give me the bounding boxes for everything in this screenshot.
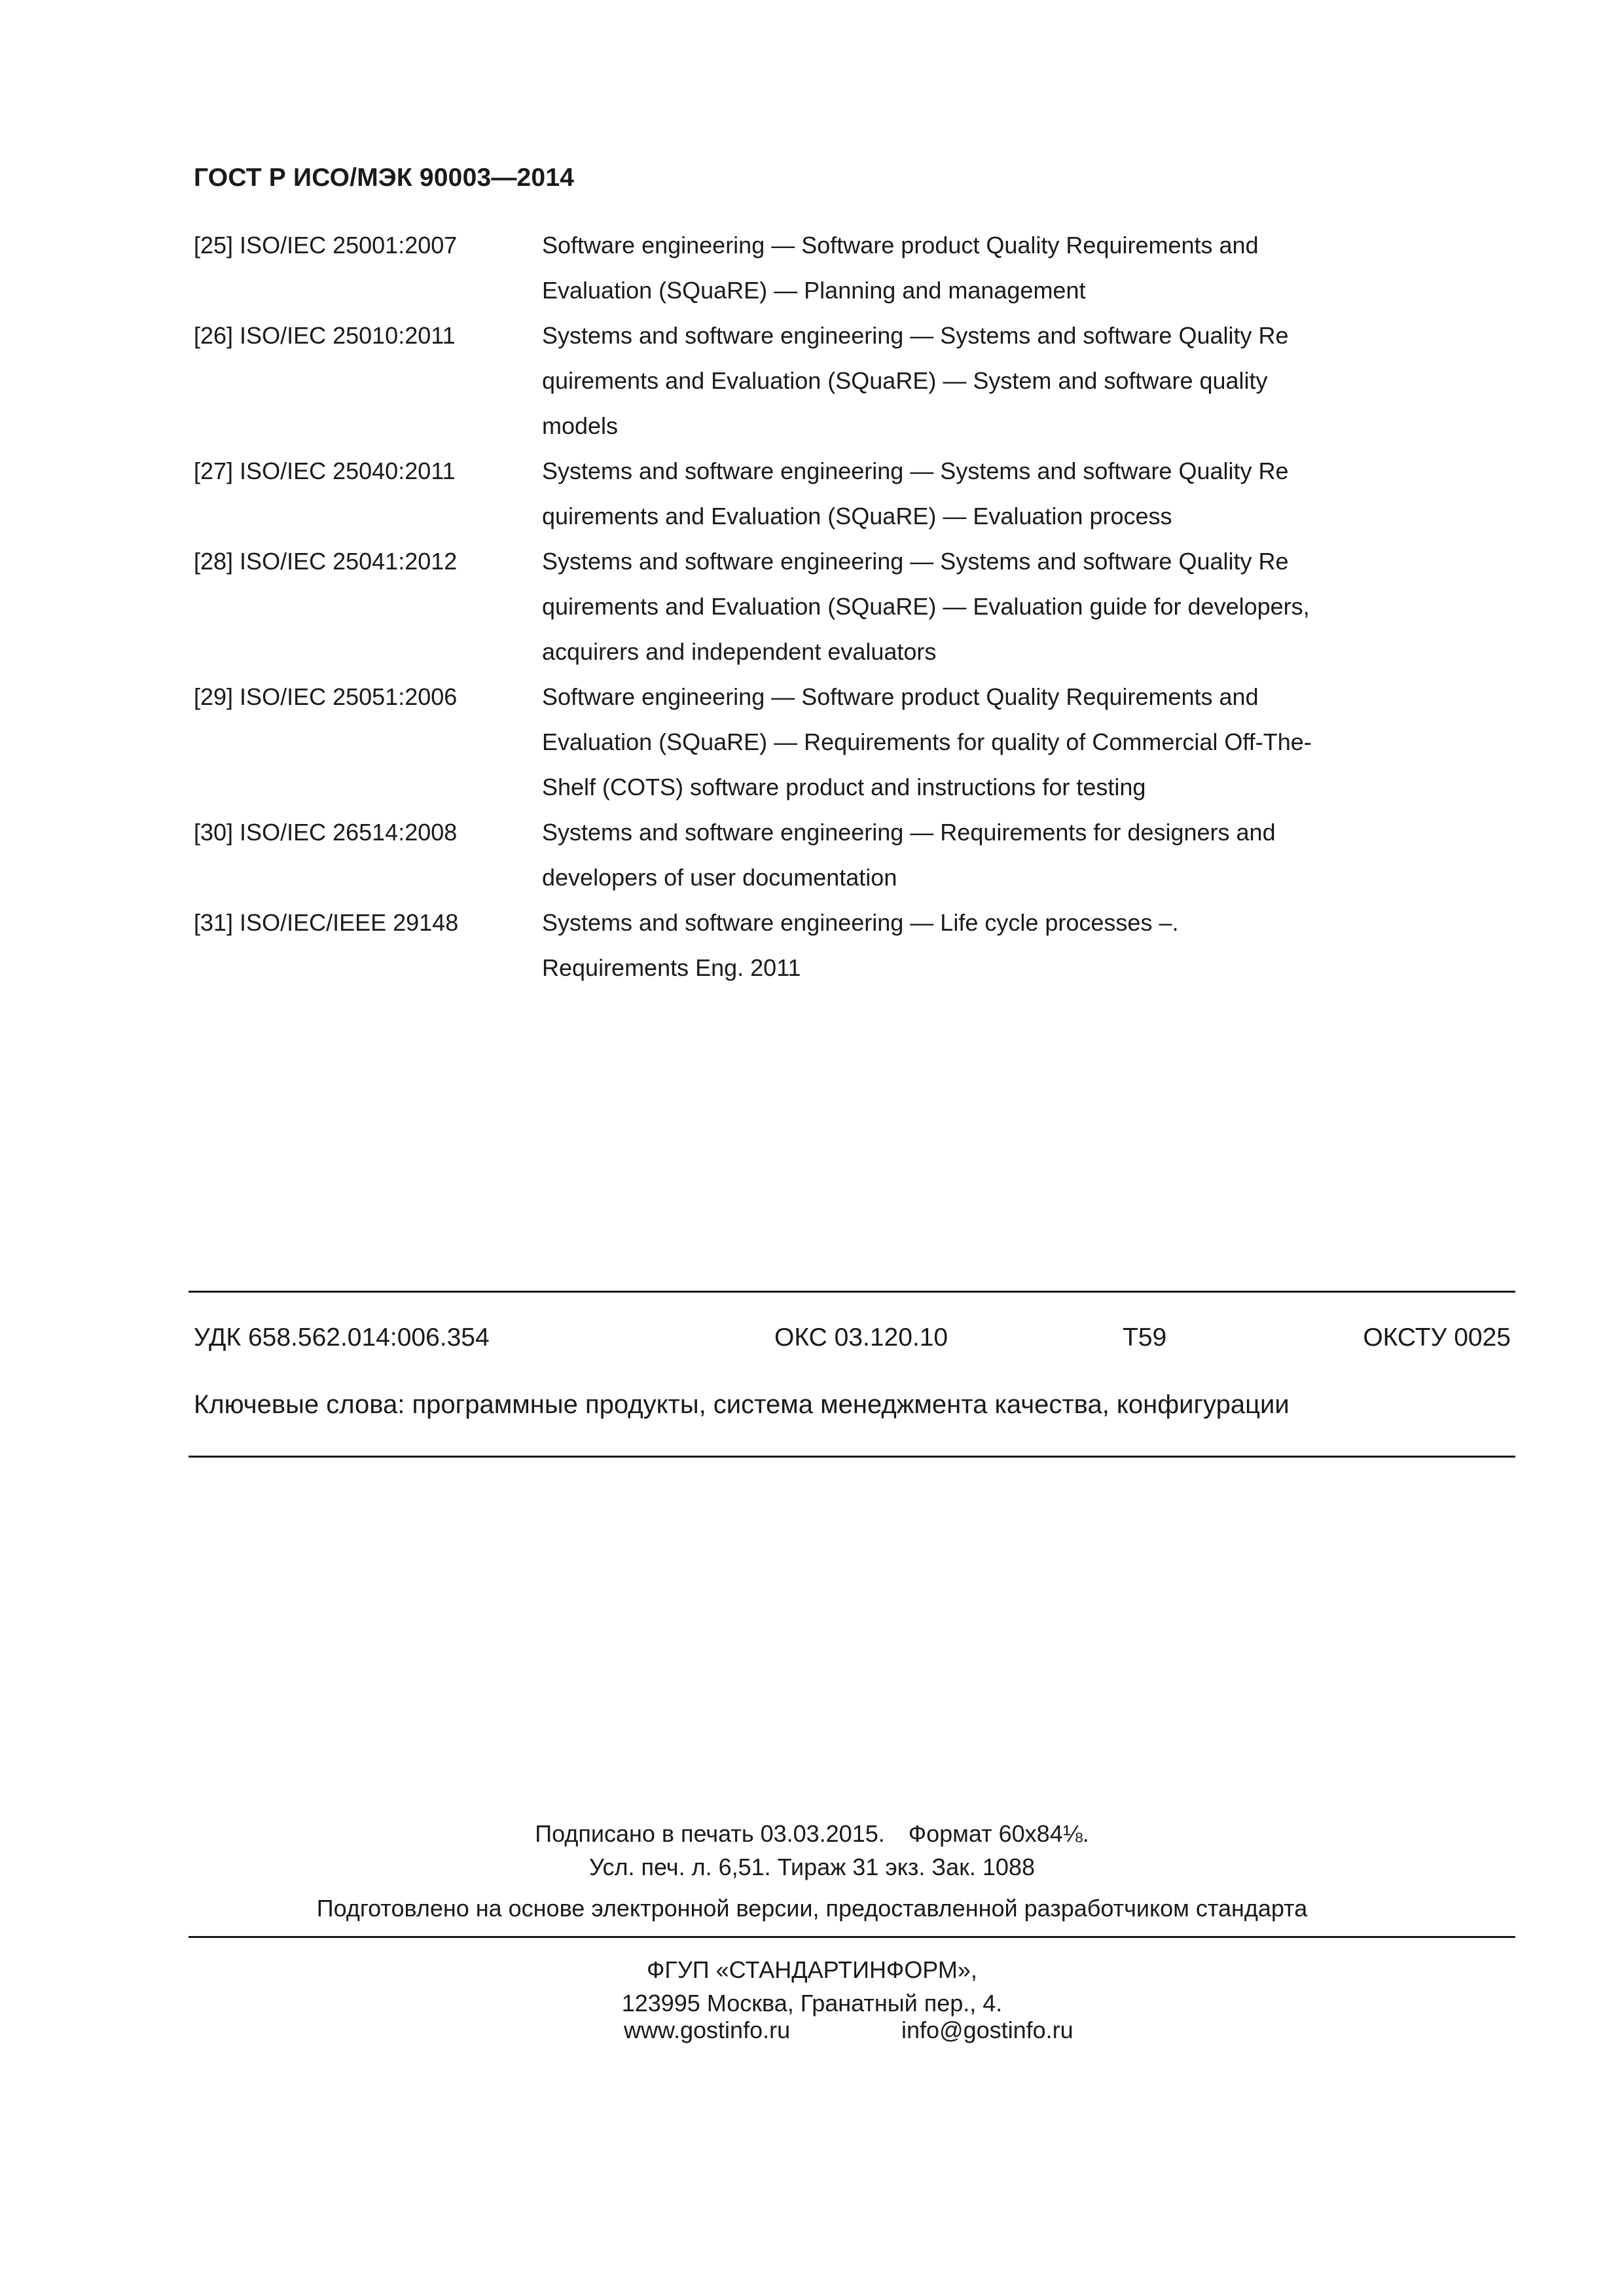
divider-bottom: [189, 1936, 1515, 1938]
entry-title: Software engineering — Software product Quality Requirements and Evaluation (SQuaRE) — Requirements for quality of Commercial Off-The- Shelf (COTS) software product and instructions for testing: [542, 683, 1312, 800]
bibliography-entry: [194, 313, 1372, 448]
entry-reference: [30] ISO/IEC 26514:2008: [194, 819, 458, 846]
entry-title: Systems and software engineering — Systems and software Quality Re quirements and Evaluation (SQuaRE) — Evaluation guide for developers, acquirers and independent evaluators: [542, 548, 1310, 665]
entry-title: Systems and software engineering — Life cycle processes –. Requirements Eng. 2011: [542, 909, 1179, 981]
imprint-prepared-note: Подготовлено на основе электронной версии, предоставленной разработчиком стандарта: [316, 1895, 1308, 1922]
entry-reference: [26] ISO/IEC 25010:2011: [194, 322, 456, 349]
entry-title: Software engineering — Software product Quality Requirements and Evaluation (SQuaRE) — Planning and management: [542, 232, 1259, 304]
imprint-signed-line: [0, 1817, 1624, 1850]
entry-reference: [27] ISO/IEC 25040:2011: [194, 457, 456, 484]
bibliography-entry: [194, 674, 1372, 810]
email-link[interactable]: info@gostinfo.ru: [901, 2017, 1074, 2043]
imprint-print-details: Усл. печ. л. 6,51. Тираж 31 экз. Зак. 1088: [589, 1854, 1035, 1880]
paper-format: Формат 60x84⅛.: [908, 1820, 1089, 1847]
udk-code: УДК 658.562.014:006.354: [194, 1323, 490, 1352]
t-code: Т59: [1123, 1323, 1167, 1352]
entry-reference: [25] ISO/IEC 25001:2007: [194, 232, 458, 259]
bibliography-entry: [194, 900, 1372, 990]
divider-top: [189, 1291, 1515, 1293]
bibliography-entry: [194, 448, 1372, 539]
oks-code: ОКС 03.120.10: [774, 1323, 948, 1352]
bibliography-entry: [194, 223, 1372, 313]
entry-reference: [31] ISO/IEC/IEEE 29148: [194, 909, 459, 936]
entry-title: Systems and software engineering — Systems and software Quality Re quirements and Evaluation (SQuaRE) — System and software quality models: [542, 322, 1289, 439]
keywords-line: Ключевые слова: программные продукты, система менеджмента качества, конфигурации: [194, 1390, 1290, 1419]
document-title: ГОСТ Р ИСО/МЭК 90003—2014: [194, 164, 575, 192]
bibliography-entry: [194, 539, 1372, 674]
bibliography-list: [194, 223, 1372, 990]
entry-title: Systems and software engineering — Requirements for designers and developers of user documentation: [542, 819, 1276, 891]
divider-middle: [189, 1456, 1515, 1458]
publisher-address: 123995 Москва, Гранатный пер., 4.: [621, 1990, 1003, 2017]
entry-reference: [29] ISO/IEC 25051:2006: [194, 683, 458, 710]
signed-date: Подписано в печать 03.03.2015.: [535, 1820, 885, 1847]
bibliography-entry: [194, 810, 1372, 900]
website-link[interactable]: www.gostinfo.ru: [624, 2017, 791, 2043]
publisher-name: ФГУП «СТАНДАРТИНФОРМ»,: [647, 1956, 977, 1983]
entry-reference: [28] ISO/IEC 25041:2012: [194, 548, 458, 575]
entry-title: Systems and software engineering — Systems and software Quality Re quirements and Evaluation (SQuaRE) — Evaluation process: [542, 457, 1289, 529]
okstu-code: ОКСТУ 0025: [1363, 1323, 1511, 1352]
